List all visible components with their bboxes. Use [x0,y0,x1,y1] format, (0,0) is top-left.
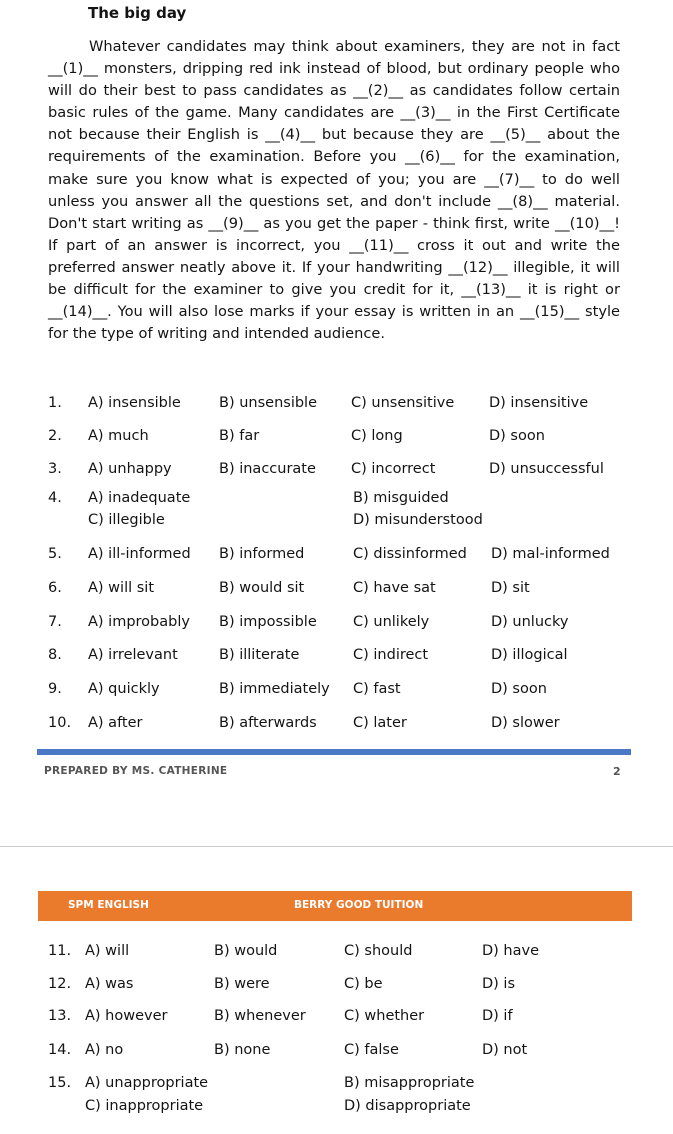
option-a: A) however [85,1008,168,1024]
option-c: C) inappropriate [85,1098,204,1114]
question-row-10 [48,713,638,733]
option-d: D) have [482,943,540,959]
option-a: A) unhappy [88,461,172,477]
option-a: A) ill-informed [88,546,191,562]
option-b: B) misappropriate [344,1075,475,1091]
option-c: C) fast [353,681,401,697]
option-b: B) afterwards [219,715,317,731]
option-a: A) after [88,715,143,731]
question-number: 13. [48,1008,72,1024]
option-c: C) unlikely [353,614,430,630]
option-a: A) quickly [88,681,160,697]
option-c: C) unsensitive [351,395,455,411]
option-d: D) unsuccessful [489,461,604,477]
question-number: 2. [48,428,62,444]
option-c: C) should [344,943,413,959]
option-a: A) will sit [88,580,155,596]
passage-title: The big day [88,4,187,22]
question-number: 12. [48,976,72,992]
question-number: 1. [48,395,62,411]
question-row-1 [48,393,638,413]
option-b: B) immediately [219,681,330,697]
question-row-2 [48,426,638,446]
option-b: B) would [214,943,278,959]
option-d: D) mal-informed [491,546,610,562]
option-d: D) misunderstood [353,512,483,528]
option-b: B) misguided [353,490,449,506]
option-c: C) long [351,428,403,444]
question-row-7 [48,612,638,632]
option-b: B) would sit [219,580,305,596]
option-b: B) informed [219,546,305,562]
option-d: D) soon [491,681,547,697]
option-d: D) not [482,1042,528,1058]
question-row-15 [48,1073,638,1093]
option-c: C) incorrect [351,461,436,477]
option-a: A) inadequate [88,490,191,506]
question-number: 4. [48,490,62,506]
option-d: D) if [482,1008,513,1024]
question-row-12 [48,974,638,994]
question-row-3 [48,459,638,479]
option-a: A) much [88,428,149,444]
option-b: B) impossible [219,614,317,630]
page-separator [0,846,673,847]
option-b: B) far [219,428,260,444]
option-a: A) insensible [88,395,181,411]
question-number: 11. [48,943,72,959]
question-row-14 [48,1040,638,1060]
option-b: B) unsensible [219,395,317,411]
question-row-4 [48,488,638,508]
option-c: C) be [344,976,383,992]
option-a: A) unappropriate [85,1075,209,1091]
option-a: A) irrelevant [88,647,178,663]
option-d: D) unlucky [491,614,569,630]
question-number: 3. [48,461,62,477]
option-d: D) disappropriate [344,1098,471,1114]
option-b: B) were [214,976,270,992]
option-c: C) illegible [88,512,165,528]
footer-divider-bar [37,749,631,755]
question-row-5 [48,544,638,564]
option-b: B) illiterate [219,647,300,663]
option-b: B) none [214,1042,271,1058]
question-number: 7. [48,614,62,630]
option-d: D) slower [491,715,560,731]
header-brand: BERRY GOOD TUITION [294,899,424,911]
option-c: C) whether [344,1008,425,1024]
page-header-bar [38,891,632,921]
question-row-6 [48,578,638,598]
question-row-13 [48,1006,638,1026]
question-row-8 [48,645,638,665]
option-a: A) will [85,943,130,959]
question-row-4-continued [48,510,638,530]
question-number: 6. [48,580,62,596]
passage-text: Whatever candidates may think about examiners, they are not in fact __(1)__ monsters, dripping red ink instead of blood, but ordinary people who will do their best to pass candidates as __(2)__ as candidates follow certain basic rules of the game. Many candidates are __(3)__ in the First Certificate not because their English is __(4)__ but because they are __(5)__ about the requirements of the examination. Before you __(6)__ for the examination, make sure you know what is expected of you; you are __(7)__ to do well unless you answer all the questions set, and don't include __(8)__ material. Don't start writing as __(9)__ as you get the paper - think first, write __(10)__! If part of an answer is incorrect, you __(11)__ cross it out and write the preferred answer neatly above it. If your handwriting __(12)__ illegible, it will be difficult for the examiner to give you credit for it, __(13)__ it is right or __(14)__. You will also lose marks if your essay is written in an __(15)__ style for the type of writing and intended audience. [48,38,620,343]
option-d: D) illogical [491,647,568,663]
option-b: B) whenever [214,1008,306,1024]
option-a: A) no [85,1042,124,1058]
option-d: D) insensitive [489,395,589,411]
option-c: C) false [344,1042,399,1058]
question-number: 9. [48,681,62,697]
option-c: C) have sat [353,580,436,596]
question-number: 10. [48,715,72,731]
question-number: 15. [48,1075,72,1091]
question-number: 14. [48,1042,72,1058]
question-row-11 [48,941,638,961]
question-row-9 [48,679,638,699]
option-d: D) soon [489,428,545,444]
question-row-15-continued [48,1096,638,1116]
option-a: A) improbably [88,614,190,630]
header-subject: SPM ENGLISH [68,899,149,911]
option-d: D) sit [491,580,530,596]
question-number: 5. [48,546,62,562]
option-c: C) later [353,715,407,731]
option-d: D) is [482,976,516,992]
option-b: B) inaccurate [219,461,316,477]
option-c: C) dissinformed [353,546,467,562]
question-number: 8. [48,647,62,663]
option-a: A) was [85,976,134,992]
footer-prepared-by: PREPARED BY MS. CATHERINE [44,765,228,777]
option-c: C) indirect [353,647,429,663]
page-number: 2 [613,765,621,778]
